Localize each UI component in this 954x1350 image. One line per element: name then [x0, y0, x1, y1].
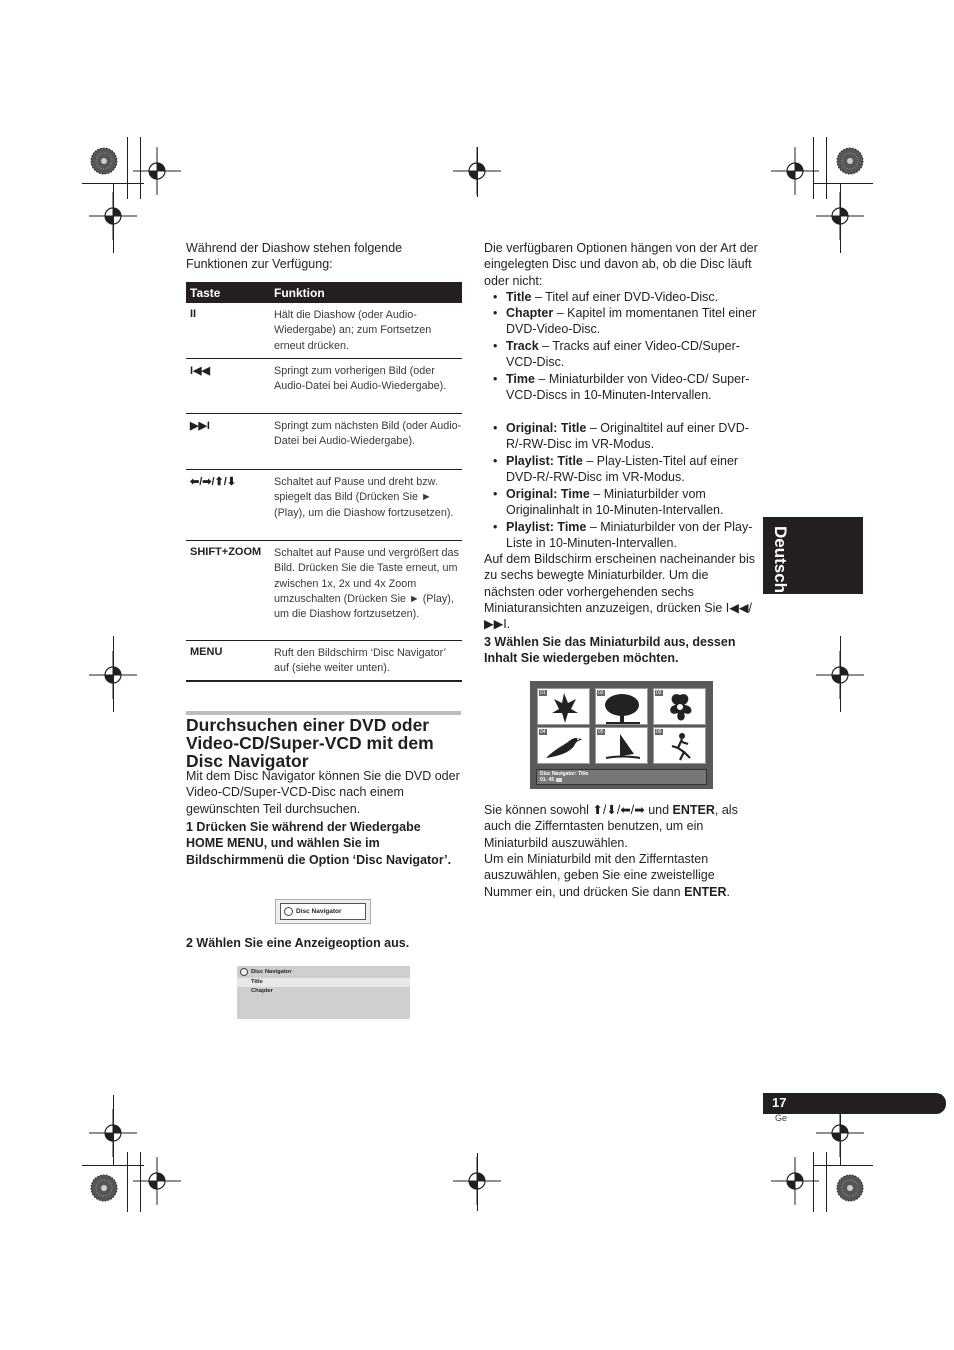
bullet-text: – Miniaturbilder vom Originalinhalt in 10-Minuten-Intervallen.	[506, 487, 724, 518]
language-tab-label: Deutsch	[771, 526, 790, 594]
bullet-term: Title	[506, 290, 532, 304]
bullet-term: Track	[506, 339, 539, 353]
options-intro: Die verfügbaren Optionen hängen von der Art der eingelegten Disc und davon ab, ob die Disc läuft oder nicht:	[484, 241, 758, 288]
table-header	[186, 282, 462, 303]
thumbnail-grid	[530, 681, 713, 789]
table-cell-desc: Ruft den Bildschirm ‘Disc Navigator’ auf (siehe weiter unten).	[274, 647, 446, 675]
slideshow-function-table	[186, 282, 462, 682]
number-text-b: .	[726, 884, 730, 899]
table-row	[186, 641, 462, 682]
disc-navigator-label: Disc Navigator	[296, 908, 342, 915]
table-cell-desc: Schaltet auf Pause und dreht bzw. spiegelt das Bild (Drücken Sie ► (Play), um die Diashow fortzusetzen).	[274, 476, 454, 519]
bullet-term: Chapter	[506, 306, 554, 320]
bullet-term: Playlist: Time	[506, 520, 587, 534]
table-row	[186, 303, 462, 359]
disc-navigator-option	[280, 903, 366, 920]
thumbnail-number: 03	[656, 690, 662, 696]
thumbnail	[653, 688, 706, 725]
thumbnail	[653, 727, 706, 764]
menu-item-chapter: Chapter	[251, 988, 273, 994]
pause-key: II	[190, 308, 197, 320]
select-instructions	[484, 802, 759, 851]
number-instructions	[484, 851, 759, 900]
shift-zoom-key: SHIFT+ZOOM	[190, 546, 262, 558]
list-item: • Chapter – Kapitel im momentanen Titel einer DVD-Video-Disc.	[493, 306, 757, 337]
enter-key-label: ENTER	[684, 884, 727, 899]
step-1: 1 Drücken Sie während der Wiedergabe HOME MENU, und wählen Sie im Bildschirmmenü die Option ‘Disc Navigator’.	[186, 820, 452, 867]
bullet-term: Playlist: Title	[506, 454, 583, 468]
menu-key: MENU	[190, 646, 223, 658]
list-item: • Original: Time – Miniaturbilder vom Originalinhalt in 10-Minuten-Intervallen.	[493, 487, 724, 518]
arrow-keys: ⬅/➡/⬆/⬇	[190, 476, 237, 488]
slideshow-intro: Während der Diashow stehen folgende Funktionen zur Verfügung:	[186, 241, 403, 272]
table-row	[186, 541, 462, 641]
thumbnail-number: 01	[540, 690, 546, 696]
table-header-key: Taste	[190, 285, 221, 300]
disc-icon	[284, 907, 293, 916]
table-cell-desc: Springt zum vorherigen Bild (oder Audio-Datei bei Audio-Wiedergabe).	[274, 365, 447, 393]
list-item: • Playlist: Title – Play-Listen-Titel auf einer DVD-R/-RW-Disc im VR-Modus.	[493, 454, 739, 485]
page-number: 17	[772, 1095, 787, 1110]
disc-navigator-osd	[275, 899, 371, 924]
list-item: • Time – Miniaturbilder von Video-CD/ Super-VCD-Discs in 10-Minuten-Intervallen.	[493, 372, 750, 403]
thumbnail-number: 04	[540, 729, 546, 735]
select-text-b: , als auch die Zifferntasten benutzen, um ein Miniaturbild auszuwählen.	[484, 803, 738, 850]
bullet-text: – Kapitel im momentanen Titel einer DVD-Video-Disc.	[506, 306, 757, 337]
film-icon	[556, 778, 562, 782]
bullet-term: Time	[506, 372, 535, 386]
menu-item-title: Title	[237, 978, 410, 987]
number-text-a: Um ein Miniaturbild mit den Zifferntasten auszuwählen, geben Sie eine zweistellige Nummer ein, und drücken Sie dann	[484, 852, 715, 899]
table-cell-desc: Hält die Diashow (oder Audio-Wiedergabe) an; zum Fortsetzen erneut drücken.	[274, 309, 432, 352]
thumbnail	[537, 727, 590, 764]
thumbnail-number: 06	[656, 729, 662, 735]
bullet-text: – Originaltitel auf einer DVD-R/-RW-Disc im VR-Modus.	[506, 421, 749, 452]
table-header-function: Funktion	[274, 285, 325, 300]
step-2: 2 Wählen Sie eine Anzeigeoption aus.	[186, 936, 410, 950]
list-item: • Original: Title – Originaltitel auf einer DVD-R/-RW-Disc im VR-Modus.	[493, 421, 749, 452]
thumbnail-status-bar	[536, 769, 707, 785]
thumbnail	[595, 727, 648, 764]
thumbnail-number: 05	[598, 729, 604, 735]
bullet-text: – Miniaturbilder von Video-CD/ Super-VCD-Discs in 10-Minuten-Intervallen.	[506, 372, 750, 403]
page-language-code: Ge	[775, 1113, 788, 1123]
thumbnail-bar-range: 01- 45	[540, 777, 555, 783]
page-number-badge	[763, 1093, 946, 1114]
section-intro: Mit dem Disc Navigator können Sie die DVD oder Video-CD/Super-VCD-Disc nach einem gewünschten Teil durchsuchen.	[186, 769, 460, 816]
display-option-menu	[237, 966, 410, 1019]
thumbnail	[537, 688, 590, 725]
select-text-a: Sie können sowohl ⬆/⬇/⬅/➡ und	[484, 803, 673, 817]
step-3: 3 Wählen Sie das Miniaturbild aus, dessen Inhalt Sie wiedergeben möchten.	[484, 635, 736, 666]
section-title: Durchsuchen einer DVD oder Video-CD/Super-VCD mit dem Disc Navigator	[186, 715, 434, 771]
table-row	[186, 414, 462, 470]
bullet-text: – Miniaturbilder von der Play-Liste in 10-Minuten-Intervallen.	[506, 520, 753, 551]
thumbnail-number: 02	[598, 690, 604, 696]
thumbnail-paging-text: Auf dem Bildschirm erscheinen nacheinander bis zu sechs bewegte Miniaturbilder. Um die nächsten oder vorhergehenden sechs Miniaturansichten anzuzeigen, drücken Sie I◀◀/▶▶I.	[484, 552, 755, 632]
thumbnail-bar-title: Disc Navigator: Title	[540, 771, 589, 777]
table-row	[186, 470, 462, 541]
prev-key: I◀◀	[190, 365, 210, 377]
list-item: • Playlist: Time – Miniaturbilder von der Play-Liste in 10-Minuten-Intervallen.	[493, 520, 753, 551]
thumbnail	[595, 688, 648, 725]
bullet-text: – Titel auf einer DVD-Video-Disc.	[531, 290, 719, 304]
enter-key-label: ENTER	[672, 803, 715, 817]
bullet-text: – Tracks auf einer Video-CD/Super-VCD-Disc.	[506, 339, 740, 370]
table-cell-desc: Schaltet auf Pause und vergrößert das Bild. Drücken Sie die Taste erneut, um zwischen 1x, 2x und 4x Zoom umzuschalten (Drücken Sie ► (Play), um die Diashow fortzusetzen).	[274, 547, 459, 621]
bullet-text: – Play-Listen-Titel auf einer DVD-R/-RW-Disc im VR-Modus.	[506, 454, 739, 485]
bullet-term: Original: Time	[506, 487, 590, 501]
menu-title: Disc Navigator	[251, 969, 292, 975]
list-item: • Track – Tracks auf einer Video-CD/Super-VCD-Disc.	[493, 339, 740, 370]
next-key: ▶▶I	[190, 420, 210, 432]
table-row	[186, 359, 462, 414]
table-cell-desc: Springt zum nächsten Bild (oder Audio-Datei bei Audio-Wiedergabe).	[274, 420, 462, 448]
list-item: • Title – Titel auf einer DVD-Video-Disc.	[493, 290, 719, 304]
bullet-term: Original: Title	[506, 421, 587, 435]
language-tab	[763, 517, 863, 594]
